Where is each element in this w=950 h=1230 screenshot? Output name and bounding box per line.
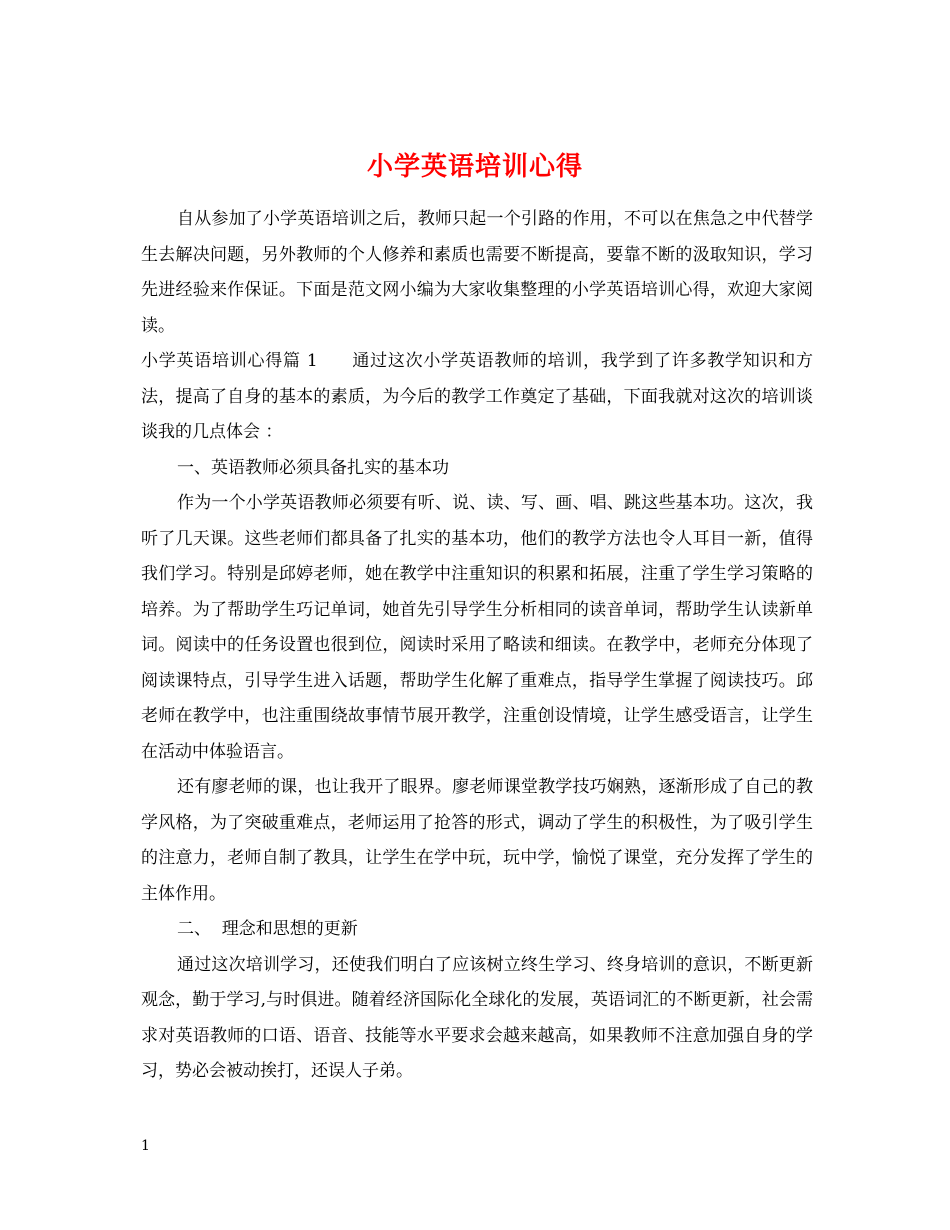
article-lead-paragraph	[141, 344, 813, 451]
section-1-paragraph-2: 还有廖老师的课，也让我开了眼界。廖老师课堂教学技巧娴熟，逐渐形成了自己的教学风格，为了突破重难点，老师运用了抢答的形式，调动了学生的积极性，为了吸引学生的注意力，老师自制了教具，让学生在学中玩，玩中学，愉悦了课堂，充分发挥了学生的主体作用。	[141, 777, 813, 904]
page-number: 1	[141, 1138, 150, 1154]
article-lead-text: 通过这次小学英语教师的培训，我学到了许多教学知识和方法，提高了自身的基本的素质，为今后的教学工作奠定了基础，下面我就对这次的培训谈谈我的几点体会 ：	[141, 351, 813, 442]
document-body	[141, 202, 813, 1090]
section-heading-1: 一、英语教师必须具备扎实的基本功	[177, 457, 449, 478]
article-label: 小学英语培训心得篇 1	[141, 351, 318, 371]
section-heading-2: 二、 理念和思想的更新	[177, 919, 358, 939]
document-title: 小学英语培训心得	[366, 152, 583, 183]
section-2-paragraph-1: 通过这次培训学习，还使我们明白了应该树立终生学习、终身培训的意识，不断更新观念，勤于学习,与时俱进。随着经济国际化全球化的发展，英语词汇的不断更新，社会需求对英语教师的口语、语音、技能等水平要求会越来越高，如果教师不注意加强自身的学习，势必会被动挨打，还误人子弟。	[141, 954, 813, 1081]
section-1-paragraph-1: 作为一个小学英语教师必须要有听、说、读、写、画、唱、跳这些基本功。这次，我听了几天课。这些老师们都具备了扎实的基本功，他们的教学方法也令人耳目一新，值得我们学习。特别是邱婷老师，她在教学中注重知识的积累和拓展，注重了学生学习策略的培养。为了帮助学生巧记单词，她首先引导学生分析相同的读音单词，帮助学生认读新单词。阅读中的任务设置也很到位，阅读时采用了略读和细读。在教学中，老师充分体现了阅读课特点，引导学生进入话题，帮助学生化解了重难点，指导学生掌握了阅读技巧。邱老师在教学中，也注重围绕故事情节展开教学，注重创设情境，让学生感受语言，让学生在活动中体验语言。	[141, 493, 813, 762]
intro-paragraph: 自从参加了小学英语培训之后，教师只起一个引路的作用，不可以在焦急之中代替学生去解决问题，另外教师的个人修养和素质也需要不断提高，要靠不断的汲取知识，学习先进经验来作保证。下面是范文网小编为大家收集整理的小学英语培训心得，欢迎大家阅读。	[141, 209, 813, 336]
